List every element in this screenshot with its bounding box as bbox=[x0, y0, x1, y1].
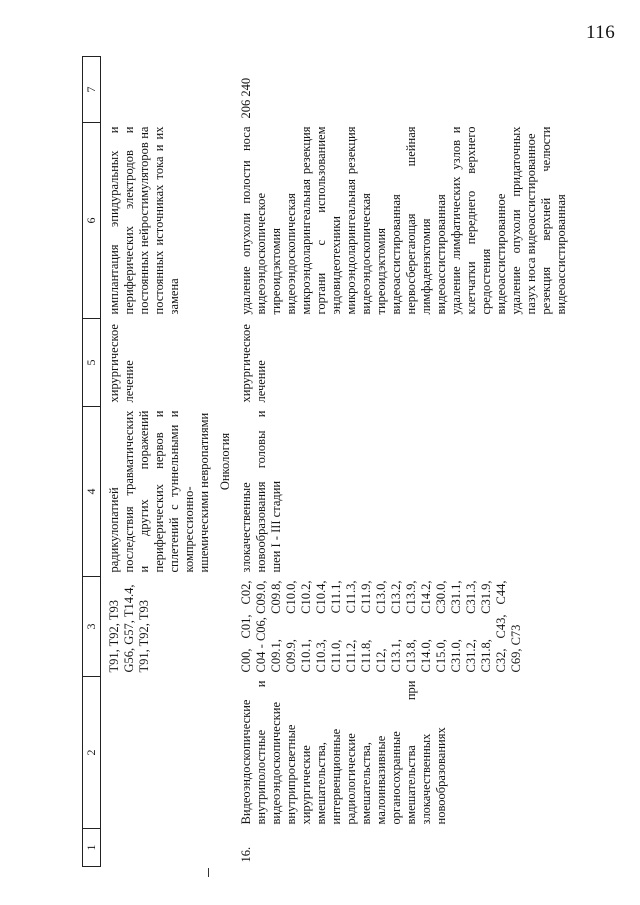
method-item: тиреоидэктомия видеоассистированная bbox=[374, 194, 403, 315]
method-item: нервосберегающая шейная лимфаденэктомия видеоассистированная bbox=[404, 126, 448, 315]
section-title: Онкология bbox=[218, 432, 232, 491]
column-number: 1 bbox=[83, 829, 101, 867]
continuation-row bbox=[101, 57, 217, 867]
column-number: 5 bbox=[83, 319, 101, 407]
row-name-cell bbox=[101, 677, 217, 829]
method-item: резекция верхней челюсти видеоассистированная bbox=[539, 126, 568, 315]
diagnosis-cell: радикулопатией последствия травматических и других поражений периферических нервов и сплетений с туннельными и компрессионно-ишемическими невропатиями bbox=[107, 410, 211, 573]
scan-mark bbox=[208, 868, 209, 877]
row-number-cell: 16. bbox=[239, 846, 253, 863]
cost-cell bbox=[101, 57, 217, 123]
icd-codes-cell: T91, T92, T93 G56, G57, T14.4, T91, T92, T93 bbox=[107, 584, 151, 673]
diagnosis-cell: злокачественные новообразования головы и шеи I - III стадии bbox=[239, 410, 283, 573]
section-row bbox=[216, 57, 237, 867]
treatment-type-cell: хирургическое лечение bbox=[107, 324, 136, 403]
column-number-row bbox=[83, 57, 101, 867]
method-item: удаление опухоли полости носа видеоэндоскопическое bbox=[239, 126, 268, 315]
rotated-table-container bbox=[82, 57, 602, 867]
column-number: 2 bbox=[83, 677, 101, 829]
column-number: 6 bbox=[83, 123, 101, 319]
row-number-cell bbox=[101, 829, 217, 867]
column-number: 4 bbox=[83, 407, 101, 577]
method-item: микроэндоларингеальная резекция гортани с использованием эндовидеотехники bbox=[299, 126, 343, 315]
method-item: тиреоидэктомия видеоэндоскопическая bbox=[269, 193, 298, 315]
method-item: удаление лимфатических узлов и клетчатки переднего верхнего средостения видеоассистированное bbox=[449, 126, 508, 315]
method-item: удаление опухоли придаточных пазух носа видеоассистированное bbox=[509, 126, 538, 315]
row-name-cell: Видеоэндоскопические внутриполостные и видеоэндоскопические внутрипросветные хирургические вмешательства, интервенционные радиологические вмешательства, малоинвазивные органосохранные вмешательства при злокачественных новообразованиях bbox=[239, 680, 448, 825]
column-number: 7 bbox=[83, 57, 101, 123]
method-cell: имплантация эпидуральных и периферических электродов и постоянных нейростимуляторов на постоянных источниках тока и их замена bbox=[107, 126, 181, 315]
methods-cell bbox=[237, 123, 570, 319]
icd-codes-cell: C00, C01, C02, C04 - C06, C09.0, C09.1, C09.8, C09.9, C10.0, C10.1, C10.2, C10.3, C10.4, C11.0, C11.1, C11.2, C11.3, C11.8, C11.9, C12, C13.0, C13.1, C13.2, C13.8, C13.9, C14.0, C14.2, C15.0, C30.0, C31.0, C31.1, C31.2, C31.3, C31.8, C31.9, C32, C43, C44, C69, C73 bbox=[239, 580, 523, 673]
medical-care-table bbox=[82, 56, 570, 867]
column-number: 3 bbox=[83, 577, 101, 677]
table-row bbox=[237, 57, 570, 867]
cost-cell: 206 240 bbox=[239, 77, 253, 119]
treatment-type-cell: хирургическое лечение bbox=[239, 324, 268, 403]
page-number: 116 bbox=[586, 22, 616, 43]
method-item: микроэндоларингеальная резекция видеоэндоскопическая bbox=[344, 126, 373, 315]
